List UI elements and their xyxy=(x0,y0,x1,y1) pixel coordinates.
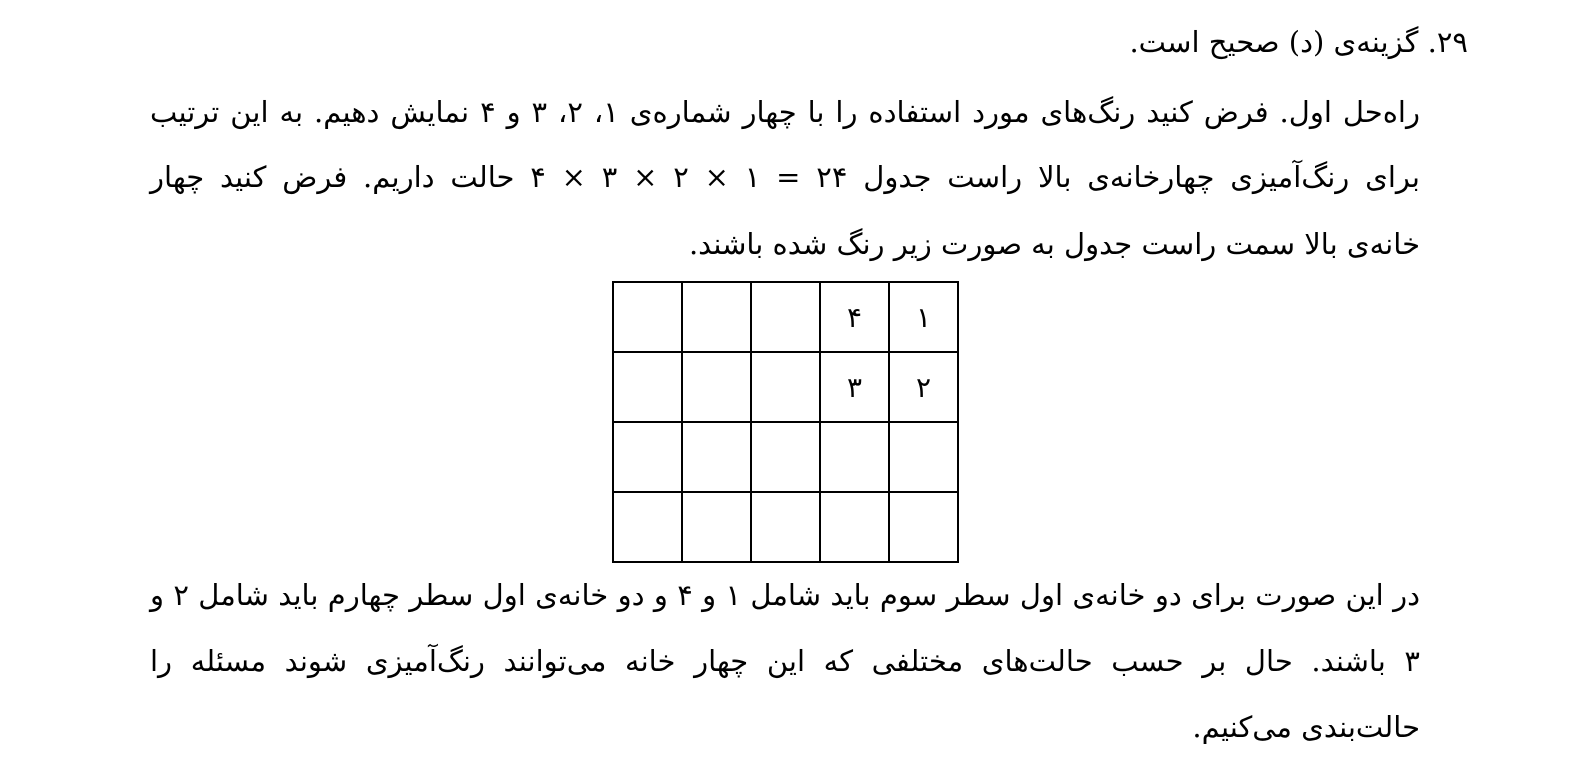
grid-cell xyxy=(682,282,751,352)
grid-cell: ۳ xyxy=(820,352,889,422)
grid-cell xyxy=(613,422,682,492)
grid-cell xyxy=(889,422,958,492)
answer-heading: ۲۹. گزینه‌ی (د) صحیح است. xyxy=(1129,25,1468,59)
grid-cell xyxy=(751,492,820,562)
grid-row-2 xyxy=(613,352,958,422)
paragraph1-line1: راه‌حل اول. فرض کنید رنگ‌های مورد استفاده را با چهار شماره‌ی ۱، ۲، ۳ و ۴ نمایش دهیم. به این ترتیب xyxy=(150,95,1420,129)
grid-cell: ۱ xyxy=(889,282,958,352)
grid-cell xyxy=(613,492,682,562)
paragraph1-line2: برای رنگ‌آمیزی چهارخانه‌ی بالا راست جدول ۲۴ = ۱ × ۲ × ۳ × ۴ حالت داریم. فرض کنید چهار xyxy=(150,160,1420,194)
grid-cell: ۴ xyxy=(820,282,889,352)
grid-row-1 xyxy=(613,282,958,352)
grid-cell xyxy=(751,422,820,492)
grid-cell xyxy=(682,422,751,492)
paragraph2-line1: در این صورت برای دو خانه‌ی اول سطر سوم باید شامل ۱ و ۴ و دو خانه‌ی اول سطر چهارم باید شامل ۲ و xyxy=(150,578,1420,612)
paragraph2-line3: حالت‌بندی می‌کنیم. xyxy=(1192,710,1420,744)
grid-cell xyxy=(613,282,682,352)
grid-cell xyxy=(682,352,751,422)
grid-cell xyxy=(613,352,682,422)
grid-cell xyxy=(682,492,751,562)
grid-cell xyxy=(751,282,820,352)
paragraph1-line3: خانه‌ی بالا سمت راست جدول به صورت زیر رنگ شده باشند. xyxy=(688,227,1420,261)
grid-cell xyxy=(820,422,889,492)
coloring-grid xyxy=(612,281,959,563)
grid-row-3 xyxy=(613,422,958,492)
grid-row-4 xyxy=(613,492,958,562)
grid-cell xyxy=(889,492,958,562)
grid-cell: ۲ xyxy=(889,352,958,422)
paragraph2-line2: ۳ باشند. حال بر حسب حالت‌های مختلفی که این چهار خانه می‌توانند رنگ‌آمیزی شوند مسئله را xyxy=(150,644,1420,678)
grid-cell xyxy=(751,352,820,422)
grid-cell xyxy=(820,492,889,562)
